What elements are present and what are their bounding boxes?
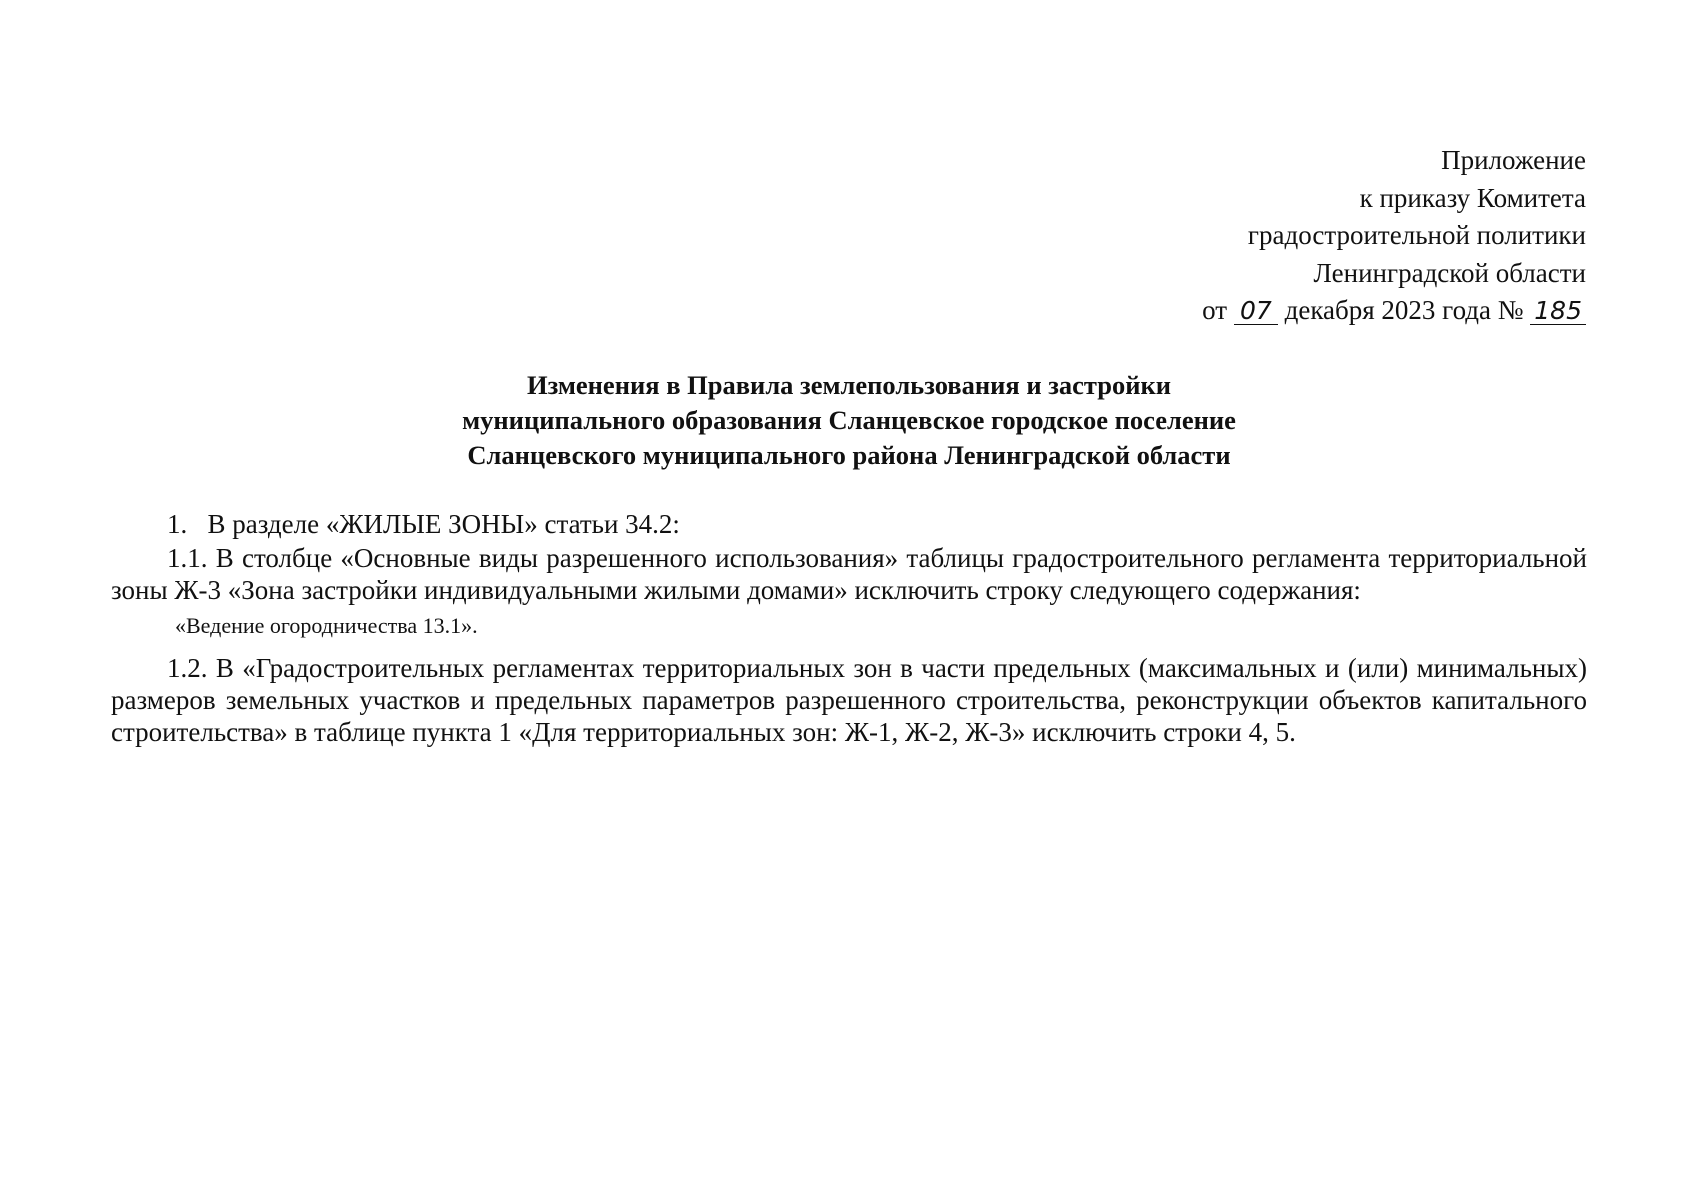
appendix-committee: градостроительной политики — [1247, 220, 1586, 250]
appendix-header — [1202, 142, 1586, 330]
appendix-order-ref: к приказу Комитета — [1359, 182, 1586, 213]
date-rest: декабря 2023 года № — [1284, 295, 1524, 325]
title-line-1: Изменения в Правила землепользования и застройки — [526, 370, 1172, 400]
handwritten-day: 07 — [1234, 298, 1278, 325]
title-line-3: Сланцевского муниципального района Ленинградской области — [467, 440, 1231, 470]
item-1-1-text: В столбце «Основные виды разрешенного использования» таблицы градостроительного регламента территориальной зоны Ж-3 «Зона застройки индивидуальными жилыми домами» исключить строку следующего содержания: — [111, 543, 1587, 605]
item-1-2 — [111, 652, 1587, 748]
appendix-region: Ленинградской области — [1313, 257, 1586, 288]
handwritten-order-number: 185 — [1530, 298, 1586, 325]
item-1 — [111, 508, 1587, 540]
title-line-2: муниципального образования Сланцевское городское поселение — [462, 405, 1236, 435]
excluded-row-quote: «Ведение огородничества 13.1». — [175, 613, 478, 638]
item-1-1-number: 1.1. — [167, 543, 208, 573]
item-1-2-number: 1.2. — [167, 653, 208, 683]
item-1-number: 1. — [167, 509, 188, 539]
appendix-label: Приложение — [1441, 145, 1586, 175]
document-title — [249, 368, 1449, 473]
item-1-text: В разделе «ЖИЛЫЕ ЗОНЫ» статьи 34.2: — [207, 509, 680, 539]
appendix-date-line — [1202, 292, 1586, 330]
date-prefix: от — [1202, 295, 1228, 325]
item-1-1 — [111, 542, 1587, 606]
document-body — [111, 508, 1587, 748]
item-1-2-text: В «Градостроительных регламентах территориальных зон в части предельных (максимальных и (или) минимальных) размеров земельных участков и предельных параметров разрешенного строительства, реконструкции объектов капитального строительства» в таблице пункта 1 «Для территориальных зон: Ж-1, Ж-2, Ж-3» исключить строки 4, 5. — [111, 653, 1587, 747]
